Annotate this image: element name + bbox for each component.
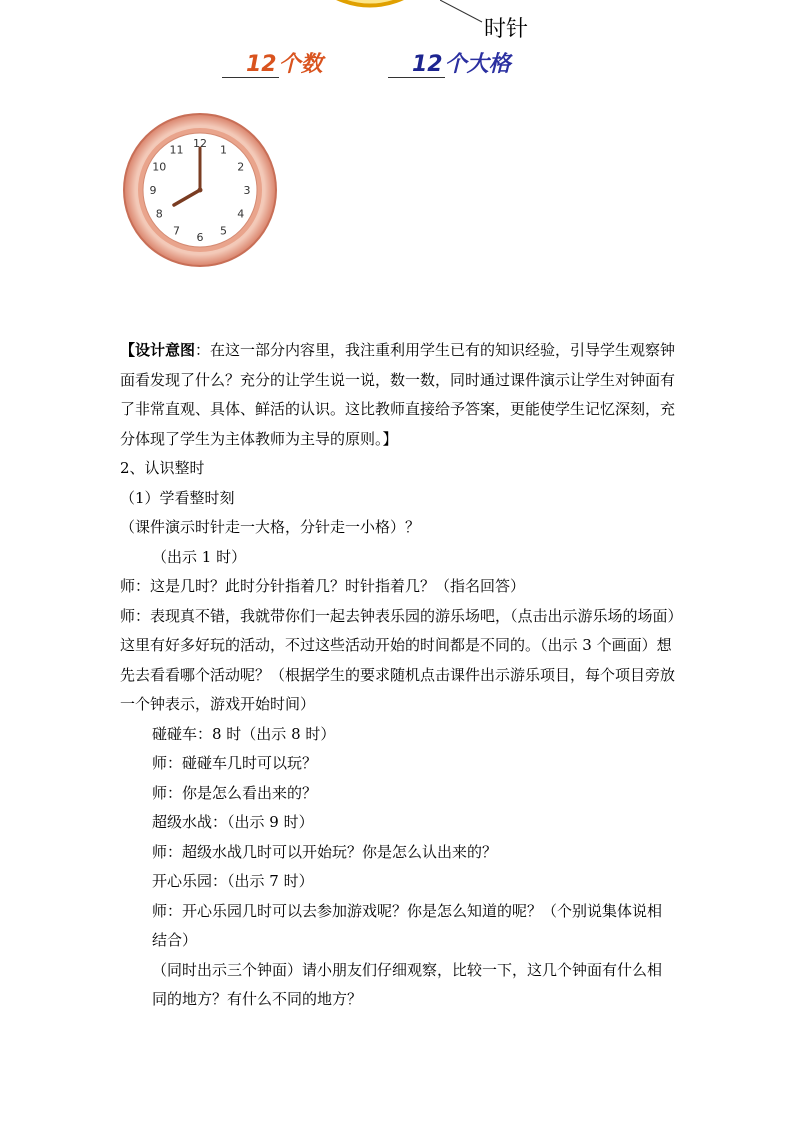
clock-number: 10 [152, 160, 167, 174]
text-line: 师：超级水战几时可以开始玩？你是怎么认出来的？ [152, 842, 498, 861]
text-line: 超级水战：（出示 9 时） [152, 813, 314, 831]
text-line: 师：你是怎么看出来的？ [152, 783, 318, 802]
text-line: 师：这是几时？此时分针指着几？时针指着几？（指名回答） [120, 577, 526, 595]
clock-number: 1 [220, 143, 227, 157]
design-intent-label: 【设计意图 [120, 341, 196, 359]
clock-number: 12 [193, 137, 207, 150]
count-big-marks [388, 47, 511, 78]
clock-number: 4 [237, 207, 245, 221]
text-line: 师：表现真不错，我就带你们一起去钟表乐园的游乐场吧，（点击出示游乐场的场面）这里有好多好玩的活动，不过这些活动开始的时间都是不同的。（出示 3 个画面）想先去看看哪个活动呢？（根据学生的要求随机点击课件出示游乐项目，每个项目旁放一个钟表示，游戏开始时间） [120, 606, 676, 713]
clock-number: 11 [169, 143, 184, 157]
text-line: 师：开心乐园几时可以去参加游戏呢？你是怎么知道的呢？（个别说集体说相结合） [152, 901, 663, 949]
design-intent-body: ：在这一部分内容里，我注重利用学生已有的知识经验，引导学生观察钟面看发现了什么？充分的让学生说一说，数一数，同时通过课件演示让学生对钟面有了非常直观、具体、鲜活的认识。这比教师直接给予答案，更能使学生记忆深刻，充分体现了学生为主体教师为主导的原则。】 [120, 341, 676, 448]
hour-hand-label: 时针 [484, 17, 529, 42]
clock-number: 9 [149, 184, 157, 197]
text-line: （1）学看整时刻 [120, 488, 235, 507]
pointer-line [440, 0, 490, 30]
lesson-text [120, 336, 676, 1015]
count-numbers-value: 12 [222, 52, 279, 78]
text-line: 师：碰碰车几时可以玩？ [152, 754, 318, 772]
clock-number: 3 [243, 184, 251, 197]
count-big-value: 12 [388, 52, 445, 78]
clock-number: 8 [155, 207, 163, 221]
text-line: 2、认识整时 [120, 459, 205, 477]
clock-number: 2 [237, 160, 245, 174]
text-line: 开心乐园：（出示 7 时） [152, 872, 314, 890]
count-numbers-suffix: 个数 [278, 52, 323, 77]
clock-number: 6 [196, 231, 204, 244]
clock-number: 5 [220, 224, 227, 238]
count-big-suffix: 个大格 [444, 52, 511, 77]
text-line: 碰碰车：8 时（出示 8 时） [152, 724, 336, 743]
clock-number: 7 [173, 224, 180, 238]
text-line: （课件演示时针走一大格，分针走一小格）？ [120, 518, 421, 536]
clock-eight-oclock [120, 112, 280, 270]
clock-center [198, 188, 203, 193]
text-line: （同时出示三个钟面）请小朋友们仔细观察，比较一下，这几个钟面有什么相同的地方？有什么不同的地方？ [152, 960, 663, 1008]
text-line: （出示 1 时） [152, 547, 247, 566]
design-intent [120, 336, 676, 454]
count-numbers [222, 47, 323, 78]
top-clock-fragment [285, 0, 455, 30]
